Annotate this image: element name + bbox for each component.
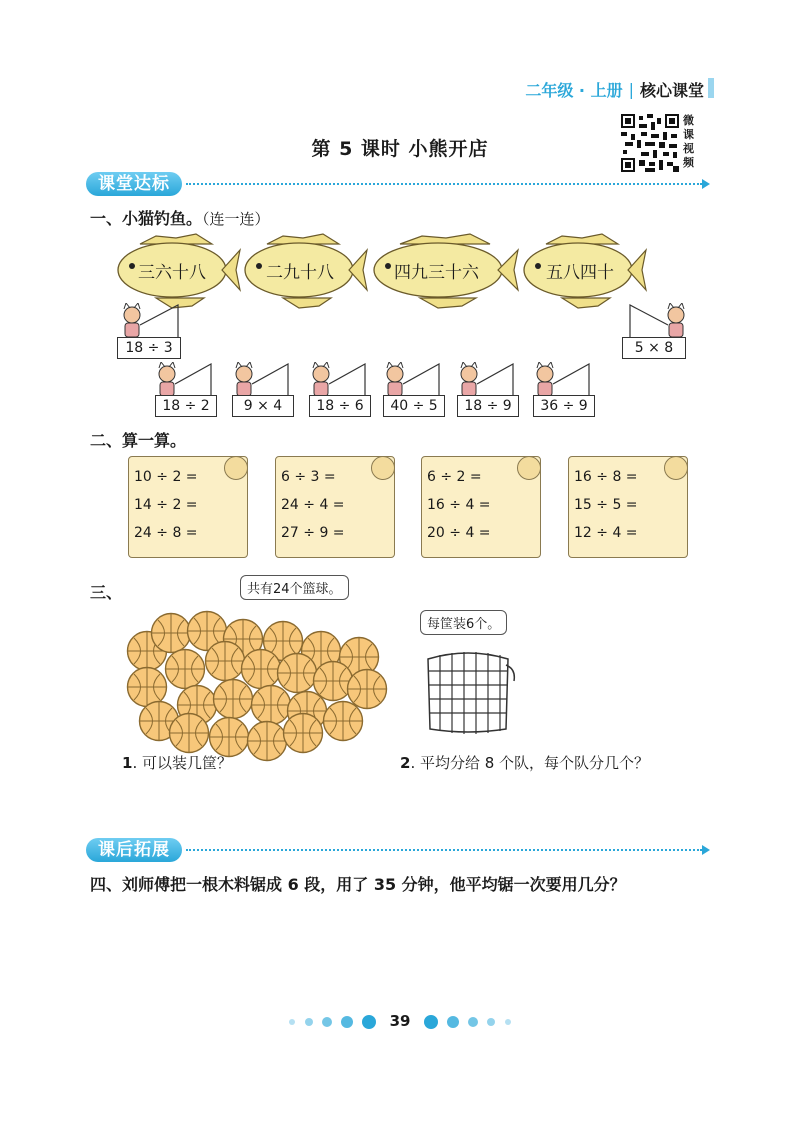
footer-dot [424, 1015, 438, 1029]
banner-dotted-line [186, 849, 702, 851]
footer-dot [322, 1017, 332, 1027]
footer-dot [468, 1017, 478, 1027]
book-header [525, 78, 704, 101]
section-banner-after: 课后拓展 [86, 838, 182, 862]
cat-fishing-icon [383, 362, 447, 398]
lesson-title: 第 5 课时 小熊开店 [311, 138, 489, 160]
cat-fishing-icon [232, 362, 296, 398]
cat-fishing-icon [457, 362, 521, 398]
scroll-curl-icon [664, 456, 688, 480]
basketball-icon [212, 678, 254, 720]
question-2: 二、算一算。 [90, 431, 187, 450]
sub-question-2 [400, 752, 649, 773]
speech-bubble-balls: 共有24个篮球。 [240, 575, 349, 600]
basketball-icon [168, 712, 210, 754]
footer-dot [305, 1018, 313, 1026]
question-3: 三、 [90, 583, 123, 602]
cat-fishing-icon [155, 362, 219, 398]
header-accent-bar [708, 78, 714, 98]
qr-label-char: 课 [683, 128, 694, 141]
cat-fishing-icon [533, 362, 597, 398]
footer-dot [487, 1018, 495, 1026]
speech-bubble-basket: 每筐装6个。 [420, 610, 507, 635]
section-banner-class: 课堂达标 [86, 172, 182, 196]
cat-fishing-icon [620, 303, 690, 339]
qr-label-char: 视 [683, 142, 694, 155]
division-problem[interactable]: 15 ÷ 5 = [574, 497, 638, 513]
basket-icon [420, 645, 516, 735]
sub-question-1-text: . 可以装几筐？ [132, 754, 232, 772]
division-problem[interactable]: 12 ÷ 4 = [574, 525, 638, 541]
division-problem[interactable]: 20 ÷ 4 = [427, 525, 491, 541]
sub-question-1-number: 1 [122, 754, 133, 772]
header-divider: | [628, 80, 634, 99]
arrow-right-icon [702, 845, 710, 855]
fishing-box[interactable]: 18 ÷ 3 [117, 337, 181, 359]
sub-question-1 [122, 752, 232, 773]
arrow-right-icon [702, 179, 710, 189]
footer-dot [447, 1016, 459, 1028]
question-4: 四、刘师傅把一根木料锯成 6 段，用了 35 分钟，他平均锯一次要用几分？ [90, 875, 626, 894]
cat-fishing-icon [309, 362, 373, 398]
question-1-label: 一、小猫钓鱼。 [90, 209, 203, 228]
fishing-box[interactable]: 40 ÷ 5 [383, 395, 445, 417]
fishing-box[interactable]: 5 × 8 [622, 337, 686, 359]
fishing-box[interactable]: 18 ÷ 2 [155, 395, 217, 417]
section-label: 核心课堂 [639, 81, 704, 100]
question-1 [90, 206, 270, 229]
page-number: 39 [389, 1012, 411, 1030]
banner-dotted-line [186, 183, 702, 185]
question-1-hint: （连一连） [202, 210, 270, 228]
fish-label[interactable]: 三六十八 [138, 263, 206, 283]
footer-dot [505, 1019, 511, 1025]
division-problem[interactable]: 6 ÷ 3 = [281, 469, 336, 485]
fish-label[interactable]: 四九三十六 [394, 263, 479, 283]
sub-question-2-text: . 平均分给 8 个队，每个队分几个？ [410, 754, 650, 772]
grade-label: 二年级 · 上册 [525, 81, 623, 100]
sub-question-2-number: 2 [400, 754, 411, 772]
fishing-box[interactable]: 18 ÷ 9 [457, 395, 519, 417]
fish-label[interactable]: 五八四十 [546, 263, 614, 283]
division-problem[interactable]: 27 ÷ 9 = [281, 525, 345, 541]
footer-dot [362, 1015, 376, 1029]
basketball-icon [282, 712, 324, 754]
footer-dot [341, 1016, 353, 1028]
division-problem[interactable]: 24 ÷ 4 = [281, 497, 345, 513]
fishing-box[interactable]: 9 × 4 [232, 395, 294, 417]
division-problem[interactable]: 6 ÷ 2 = [427, 469, 482, 485]
footer-dot [289, 1019, 295, 1025]
fishing-box[interactable]: 36 ÷ 9 [533, 395, 595, 417]
division-problem[interactable]: 24 ÷ 8 = [134, 525, 198, 541]
page-footer [0, 1012, 800, 1030]
division-problem[interactable]: 10 ÷ 2 = [134, 469, 198, 485]
fish-label[interactable]: 二九十八 [266, 263, 334, 283]
qr-label-char: 频 [683, 156, 694, 169]
basketball-icon [322, 700, 364, 742]
scroll-curl-icon [517, 456, 541, 480]
qr-label-char: 微 [683, 114, 694, 127]
division-problem[interactable]: 16 ÷ 4 = [427, 497, 491, 513]
scroll-curl-icon [371, 456, 395, 480]
cat-fishing-icon [118, 303, 188, 339]
scroll-curl-icon [224, 456, 248, 480]
division-problem[interactable]: 16 ÷ 8 = [574, 469, 638, 485]
fishing-box[interactable]: 18 ÷ 6 [309, 395, 371, 417]
division-problem[interactable]: 14 ÷ 2 = [134, 497, 198, 513]
